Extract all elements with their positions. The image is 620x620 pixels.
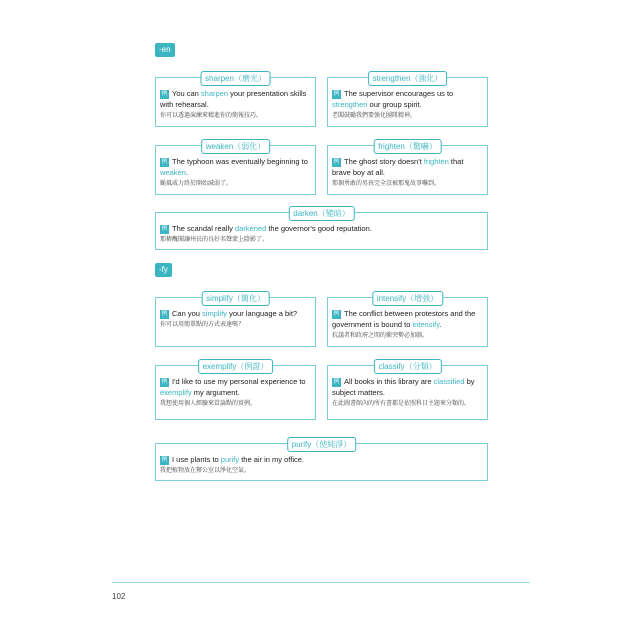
example xyxy=(160,156,311,189)
card-heading xyxy=(201,139,271,154)
translation: 我想使用個人經驗來當論點的實例。 xyxy=(160,401,257,407)
example-badge: 例 xyxy=(333,158,340,165)
headword: intensify xyxy=(376,294,407,303)
sentence-pre: I use plants to xyxy=(172,455,221,464)
section-tag-en: -en xyxy=(155,43,175,57)
sentence-post: . xyxy=(185,168,188,177)
headword: darken xyxy=(293,209,318,218)
example xyxy=(160,376,311,409)
example-badge: 例 xyxy=(333,310,340,317)
gloss: （強化） xyxy=(410,74,443,83)
sentence-highlight: exemplify xyxy=(160,388,192,397)
sentence-pre: The scandal really xyxy=(172,224,235,233)
gloss: （簡化） xyxy=(232,294,265,303)
headword: sharpen xyxy=(205,74,234,83)
section-tag-fy: -fy xyxy=(155,263,172,277)
translation: 抗議者和政府之間的衝突勢必加劇。 xyxy=(332,333,429,339)
headword: purify xyxy=(291,440,312,449)
card-heading xyxy=(372,291,443,306)
gloss: （增強） xyxy=(406,294,439,303)
example xyxy=(160,223,483,245)
page-number: 102 xyxy=(112,592,126,601)
sentence-pre: I'd like to use my personal experience to xyxy=(172,377,306,386)
card-heading xyxy=(198,359,274,374)
gloss: （驚嚇） xyxy=(404,142,437,151)
sentence-post: by subject matters. xyxy=(332,377,475,397)
gloss: （變暗） xyxy=(317,209,350,218)
sentence-pre: You can xyxy=(172,89,201,98)
sentence-highlight: frighten xyxy=(423,157,449,166)
sentence-highlight: strengthen xyxy=(332,100,368,109)
example xyxy=(160,88,311,121)
sentence-pre: The supervisor encourages us to xyxy=(344,89,454,98)
sentence-highlight: simplify xyxy=(202,309,228,318)
gloss: （例證） xyxy=(236,362,269,371)
footer-divider xyxy=(112,582,530,583)
translation: 你可以用簡單點的方式表達嗎？ xyxy=(160,322,245,328)
sentence-post: my argument. xyxy=(191,388,240,397)
sentence-highlight: intensify xyxy=(412,320,440,329)
headword: weaken xyxy=(205,142,234,151)
card-heading xyxy=(287,437,357,452)
card-darken xyxy=(155,209,488,250)
sentence-post: the governor's good reputation. xyxy=(266,224,372,233)
example xyxy=(332,156,483,189)
sentence-post: your presentation skills with rehearsal. xyxy=(160,89,307,109)
example xyxy=(332,376,483,409)
sentence-post: your language a bit? xyxy=(227,309,298,318)
card-sharpen xyxy=(155,74,316,127)
example xyxy=(332,308,483,341)
sentence-highlight: classified xyxy=(433,377,465,386)
example-badge: 例 xyxy=(333,378,340,385)
gloss: （磨光） xyxy=(233,74,266,83)
sentence-post: the air in my office. xyxy=(239,455,305,464)
headword: simplify xyxy=(206,294,233,303)
card-heading xyxy=(288,206,354,221)
card-heading xyxy=(373,139,442,154)
gloss: （分類） xyxy=(404,362,437,371)
headword: frighten xyxy=(378,142,405,151)
card-strengthen xyxy=(327,74,488,127)
sentence-highlight: sharpen xyxy=(200,89,229,98)
card-classify xyxy=(327,362,488,420)
example xyxy=(332,88,483,121)
sentence-post: . xyxy=(439,320,442,329)
headword: classify xyxy=(378,362,405,371)
card-intensify xyxy=(327,294,488,347)
translation: 颱風威力終於開始減弱了。 xyxy=(160,181,233,187)
card-purify xyxy=(155,440,488,481)
example xyxy=(160,308,311,330)
translation: 你可以透過演練來精進你的簡報技巧。 xyxy=(160,113,263,119)
example-badge: 例 xyxy=(161,310,168,317)
example-badge: 例 xyxy=(161,378,168,385)
headword: exemplify xyxy=(202,362,237,371)
example xyxy=(160,454,483,476)
translation: 那樁醜聞讓州長的良好名聲蒙上陰影了。 xyxy=(160,237,269,243)
card-frighten xyxy=(327,142,488,195)
card-heading xyxy=(373,359,441,374)
example-badge: 例 xyxy=(333,90,340,97)
sentence-pre: The conflict between protestors and the government is bound to xyxy=(332,309,476,329)
translation: 在此圖書館內的所有書都是依照科目主題來分類的。 xyxy=(332,401,471,407)
sentence-post: our group spirit. xyxy=(367,100,422,109)
sentence-post: that brave boy at all. xyxy=(332,157,464,177)
card-heading xyxy=(201,291,270,306)
translation: 那個勇敢的男孩完全沒被那鬼故事嚇到。 xyxy=(332,181,441,187)
gloss: （弱化） xyxy=(233,142,266,151)
sentence-highlight: purify xyxy=(220,455,240,464)
sentence-pre: The typhoon was eventually beginning to xyxy=(172,157,308,166)
example-badge: 例 xyxy=(161,90,168,97)
example-badge: 例 xyxy=(161,225,168,232)
sentence-pre: Can you xyxy=(172,309,203,318)
translation: 老闆鼓勵我們要強化團隊精神。 xyxy=(332,113,417,119)
card-weaken xyxy=(155,142,316,195)
sentence-highlight: darkened xyxy=(234,224,267,233)
example-badge: 例 xyxy=(161,158,168,165)
gloss: （使純淨） xyxy=(311,440,352,449)
card-heading xyxy=(368,71,448,86)
translation: 我把植物放在辦公室以淨化空氣。 xyxy=(160,468,251,474)
card-exemplify xyxy=(155,362,316,420)
card-heading xyxy=(200,71,271,86)
sentence-pre: All books in this library are xyxy=(344,377,434,386)
sentence-pre: The ghost story doesn't xyxy=(344,157,424,166)
card-simplify xyxy=(155,294,316,347)
sentence-highlight: weaken xyxy=(160,168,186,177)
example-badge: 例 xyxy=(161,456,168,463)
headword: strengthen xyxy=(372,74,411,83)
